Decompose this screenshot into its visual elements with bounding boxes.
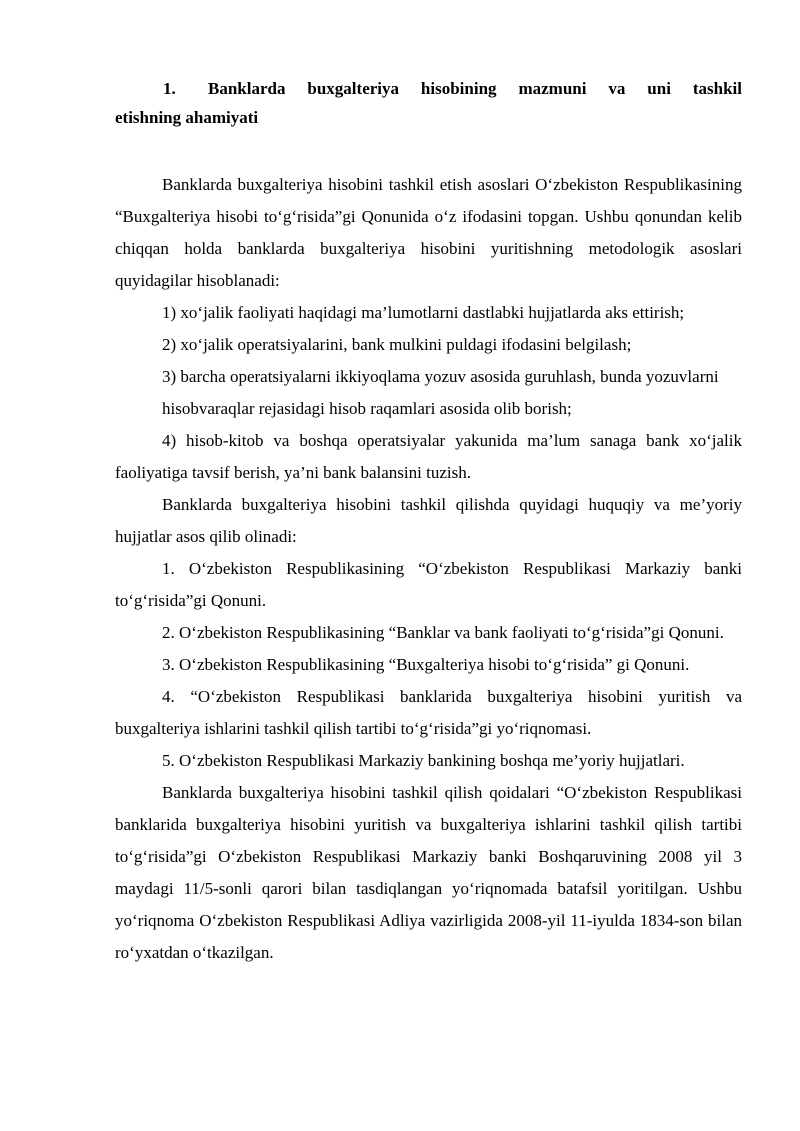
list-item: 2) xo‘jalik operatsiyalarini, bank mulkini puldagi ifodasini belgilash; xyxy=(162,335,632,354)
paragraph: Banklarda buxgalteriya hisobini tashkil qilish qoidalari “O‘zbekiston Respublikasi banklarida buxgalteriya hisobini yuritish va buxgalteriya ishlarini tashkil qilish tartibi to‘g‘risida”gi O‘zbekiston Respublikasi Markaziy banki Boshqaruvining 2008 yil 3 maydagi 11/5-sonli qarori bilan tasdiqlangan yo‘riqnomada batafsil yoritilgan. Ushbu yo‘riqnoma O‘zbekiston Respublikasi Adliya vazirligida 2008-yil 11-iyulda 1834-son bilan ro‘yxatdan o‘tkazilgan. xyxy=(115,783,742,962)
list-item: 5. O‘zbekiston Respublikasi Markaziy bankining boshqa me’yoriy hujjatlari. xyxy=(162,751,685,770)
list-item: 3) barcha operatsiyalarni ikkiyoqlama yozuv asosida guruhlash, bunda yozuvlarni hisobvaraqlar rejasidagi hisob raqamlari asosida olib borish; xyxy=(162,367,719,418)
list-item: 3. O‘zbekiston Respublikasining “Buxgalteriya hisobi to‘g‘risida” gi Qonuni. xyxy=(162,655,690,674)
list-item: 4) hisob-kitob va boshqa operatsiyalar yakunida ma’lum sanaga bank xo‘jalik faoliyatiga tavsif berish, ya’ni bank balansini tuzish. xyxy=(115,431,742,482)
paragraph: Banklarda buxgalteriya hisobini tashkil etish asoslari O‘zbekiston Respublikasining “Buxgalteriya hisobi to‘g‘risida”gi Qonunida o‘z ifodasini topgan. Ushbu qonundan kelib chiqqan holda banklarda buxgalteriya hisobini yuritishning metodologik asoslari quyidagilar hisoblanadi: xyxy=(115,175,742,290)
list-item: 2. O‘zbekiston Respublikasining “Banklar va bank faoliyati to‘g‘risida”gi Qonuni. xyxy=(162,623,724,642)
section-title-line2: etishning ahamiyati xyxy=(115,108,259,127)
paragraph: Banklarda buxgalteriya hisobini tashkil qilishda quyidagi huquqiy va me’yoriy hujjatlar asos qilib olinadi: xyxy=(115,495,742,546)
section-number: 1. xyxy=(163,79,176,98)
list-item: 1) xo‘jalik faoliyati haqidagi ma’lumotlarni dastlabki hujjatlarda aks ettirish; xyxy=(162,303,685,322)
document-body xyxy=(115,169,742,969)
list-item: 4. “O‘zbekiston Respublikasi banklarida buxgalteriya hisobini yuritish va buxgalteriya ishlarini tashkil qilish tartibi to‘g‘risida”gi yo‘riqnomasi. xyxy=(115,687,742,738)
section-heading xyxy=(115,74,742,103)
list-item: 1. O‘zbekiston Respublikasining “O‘zbekiston Respublikasi Markaziy banki to‘g‘risida”gi Qonuni. xyxy=(115,559,742,610)
section-title-line1: Banklarda buxgalteriya hisobining mazmuni va uni tashkil xyxy=(208,79,742,98)
